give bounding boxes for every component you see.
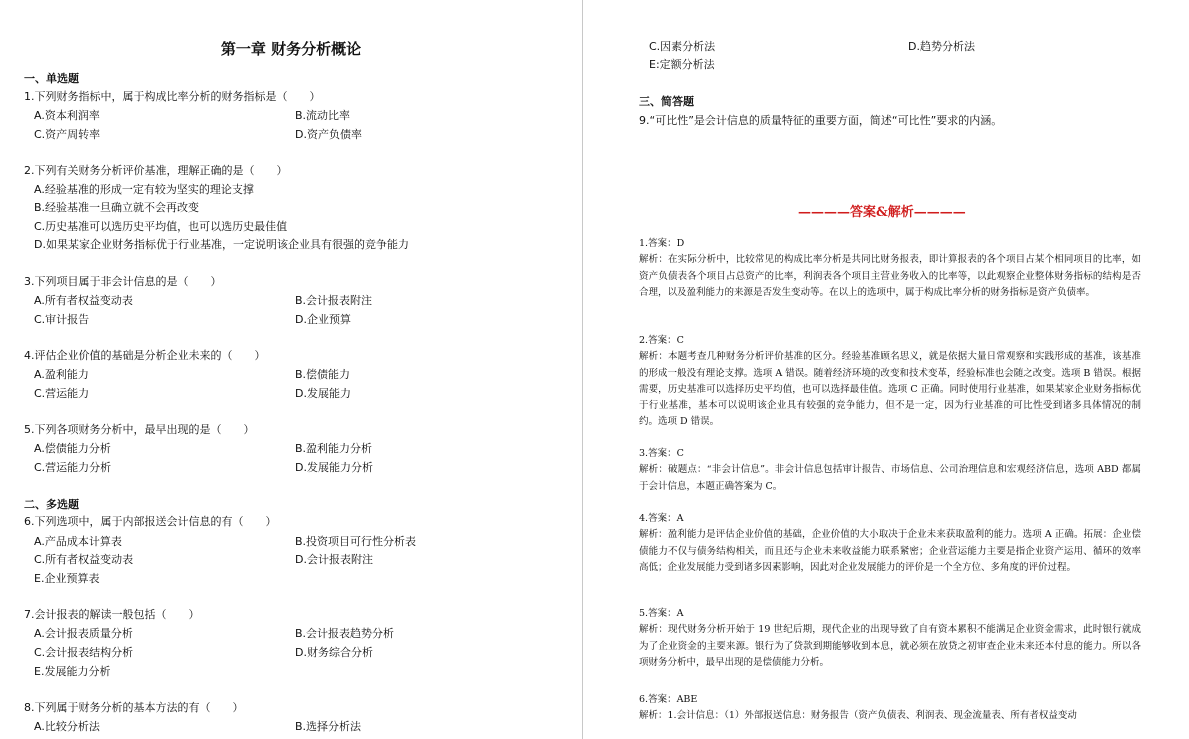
option: C.所有者权益变动表 — [34, 553, 134, 566]
option: D.会计报表附注 — [295, 553, 373, 566]
option: B.选择分析法 — [295, 720, 362, 733]
answer-label: 5.答案：A — [639, 608, 684, 619]
answer-explanation: 解析：盈利能力是评估企业价值的基础，企业价值的大小取决于企业未来获取盈利的能力。选项 A 正确。拓展：企业偿债能力不仅与债务结构相关，而且还与企业未来收益能力联系紧密；企业营运能力主要是指企业资产运用、循环的效率高低；企业发展能力受到诸多因素影响，因此对企业发展能力的评价是一个全方位、多角度的评价过程。 — [639, 529, 1141, 573]
option: C.营运能力分析 — [34, 461, 112, 474]
option: C.营运能力 — [34, 387, 90, 400]
option: C.历史基准可以选历史平均值，也可以选历史最佳值 — [34, 220, 288, 233]
option: B.经验基准一旦确立就不会再改变 — [34, 201, 200, 214]
answer-block — [639, 333, 1141, 431]
question-stem: 6.下列选项中，属于内部报送会计信息的有（ ） — [24, 515, 277, 528]
question-stem: 4.评估企业价值的基础是分析企业未来的（ ） — [24, 349, 266, 362]
option: B.盈利能力分析 — [295, 442, 373, 455]
option: B.会计报表趋势分析 — [295, 627, 395, 640]
question-stem: 9.“可比性”是会计信息的质量特征的重要方面，简述“可比性”要求的内涵。 — [639, 114, 1003, 127]
question-stem: 7.会计报表的解读一般包括（ ） — [24, 608, 200, 621]
option: A.所有者权益变动表 — [34, 294, 133, 307]
section-heading-multi: 二、多选题 — [24, 498, 79, 511]
option: D.趋势分析法 — [908, 40, 975, 53]
section-heading-short: 三、简答题 — [639, 95, 694, 108]
option: A.比较分析法 — [34, 720, 100, 733]
answer-label: 4.答案：A — [639, 513, 684, 524]
option: D.如果某家企业财务指标优于行业基准，一定说明该企业具有很强的竞争能力 — [34, 238, 409, 251]
answer-explanation: 解析：本题考查几种财务分析评价基准的区分。经验基准顾名思义，就是依据大量日常观察和实践形成的基准，该基准的形成一般没有理论支撑。选项 A 错误。随着经济环境的改变和技术变革，经验标准也会随之改变。选项 B 错误。根据需要，历史基准可以选择历史平均值，也可以选择最佳值。选项 C 正确。同时使用行业基准，如果某家企业财务指标优于行业基准，基本可以说明该企业具有较强的竞争能力，但不是一定，因为行业基准的可比性受到诸多具体情况的制约。选项 D 错误。 — [639, 351, 1141, 428]
option: E:定额分析法 — [649, 58, 715, 71]
answer-block — [639, 511, 1141, 576]
answer-label: 1.答案：D — [639, 238, 685, 249]
option: E.企业预算表 — [34, 572, 100, 585]
option: A.盈利能力 — [34, 368, 89, 381]
option: D.资产负债率 — [295, 128, 362, 141]
option: B.偿债能力 — [295, 368, 351, 381]
option: B.流动比率 — [295, 109, 351, 122]
question-stem: 1.下列财务指标中，属于构成比率分析的财务指标是（ ） — [24, 90, 321, 103]
option: C.资产周转率 — [34, 128, 101, 141]
option: A.会计报表质量分析 — [34, 627, 133, 640]
answer-explanation: 解析：现代财务分析开始于 19 世纪后期，现代企业的出现导致了自有资本累积不能满足企业资金需求，此时银行就成为了企业资金的主要来源。银行为了贷款到期能够收到本息，就必须在放贷之初审查企业未来还本付息的能力。所以各项财务分析中，最早出现的是偿债能力分析。 — [639, 624, 1141, 668]
right-page — [583, 0, 1189, 739]
question-stem: 5.下列各项财务分析中，最早出现的是（ ） — [24, 423, 255, 436]
option: C.会计报表结构分析 — [34, 646, 134, 659]
option: A.经验基准的形成一定有较为坚实的理论支撑 — [34, 183, 254, 196]
question-stem: 8.下列属于财务分析的基本方法的有（ ） — [24, 701, 244, 714]
question-stem: 2.下列有关财务分析评价基准，理解正确的是（ ） — [24, 164, 288, 177]
answer-label: 6.答案：ABE — [639, 694, 698, 705]
option: E.发展能力分析 — [34, 665, 111, 678]
answer-block — [639, 606, 1141, 671]
answer-block — [639, 692, 1141, 725]
option: B.会计报表附注 — [295, 294, 373, 307]
answers-banner: ————答案&解析———— — [798, 205, 966, 220]
answer-block — [639, 446, 1141, 495]
option: D.企业预算 — [295, 313, 351, 326]
answer-label: 3.答案：C — [639, 448, 684, 459]
option: B.投资项目可行性分析表 — [295, 535, 417, 548]
option: C.审计报告 — [34, 313, 90, 326]
option: C.因素分析法 — [649, 40, 716, 53]
option: A.产品成本计算表 — [34, 535, 122, 548]
answer-block — [639, 236, 1141, 301]
option: D.发展能力分析 — [295, 461, 373, 474]
option: A.资本利润率 — [34, 109, 100, 122]
answer-label: 2.答案：C — [639, 335, 684, 346]
option: D.财务综合分析 — [295, 646, 373, 659]
option: D.发展能力 — [295, 387, 351, 400]
question-stem: 3.下列项目属于非会计信息的是（ ） — [24, 275, 222, 288]
chapter-title: 第一章 财务分析概论 — [220, 40, 362, 58]
answer-explanation: 解析：破题点：“非会计信息”。非会计信息包括审计报告、市场信息、公司治理信息和宏观经济信息，选项 ABD 都属于会计信息，本题正确答案为 C。 — [639, 464, 1141, 492]
left-page — [0, 0, 582, 739]
option: A.偿债能力分析 — [34, 442, 111, 455]
section-heading-single: 一、单选题 — [24, 72, 79, 85]
answer-explanation: 解析：在实际分析中，比较常见的构成比率分析是共同比财务报表，即计算报表的各个项目占某个相同项目的比率，如资产负债表各个项目占总资产的比率，利润表各个项目主营业务收入的比率等，以此观察企业整体财务指标的结构是否合理，以及盈利能力的来源是否发生变动等。在以上的选项中，属于构成比率分析的财务指标是资产负债率。 — [639, 254, 1141, 298]
answer-explanation: 解析：1.会计信息：（1）外部报送信息：财务报告（资产负债表、利润表、现金流量表、所有者权益变动 — [639, 710, 1077, 722]
